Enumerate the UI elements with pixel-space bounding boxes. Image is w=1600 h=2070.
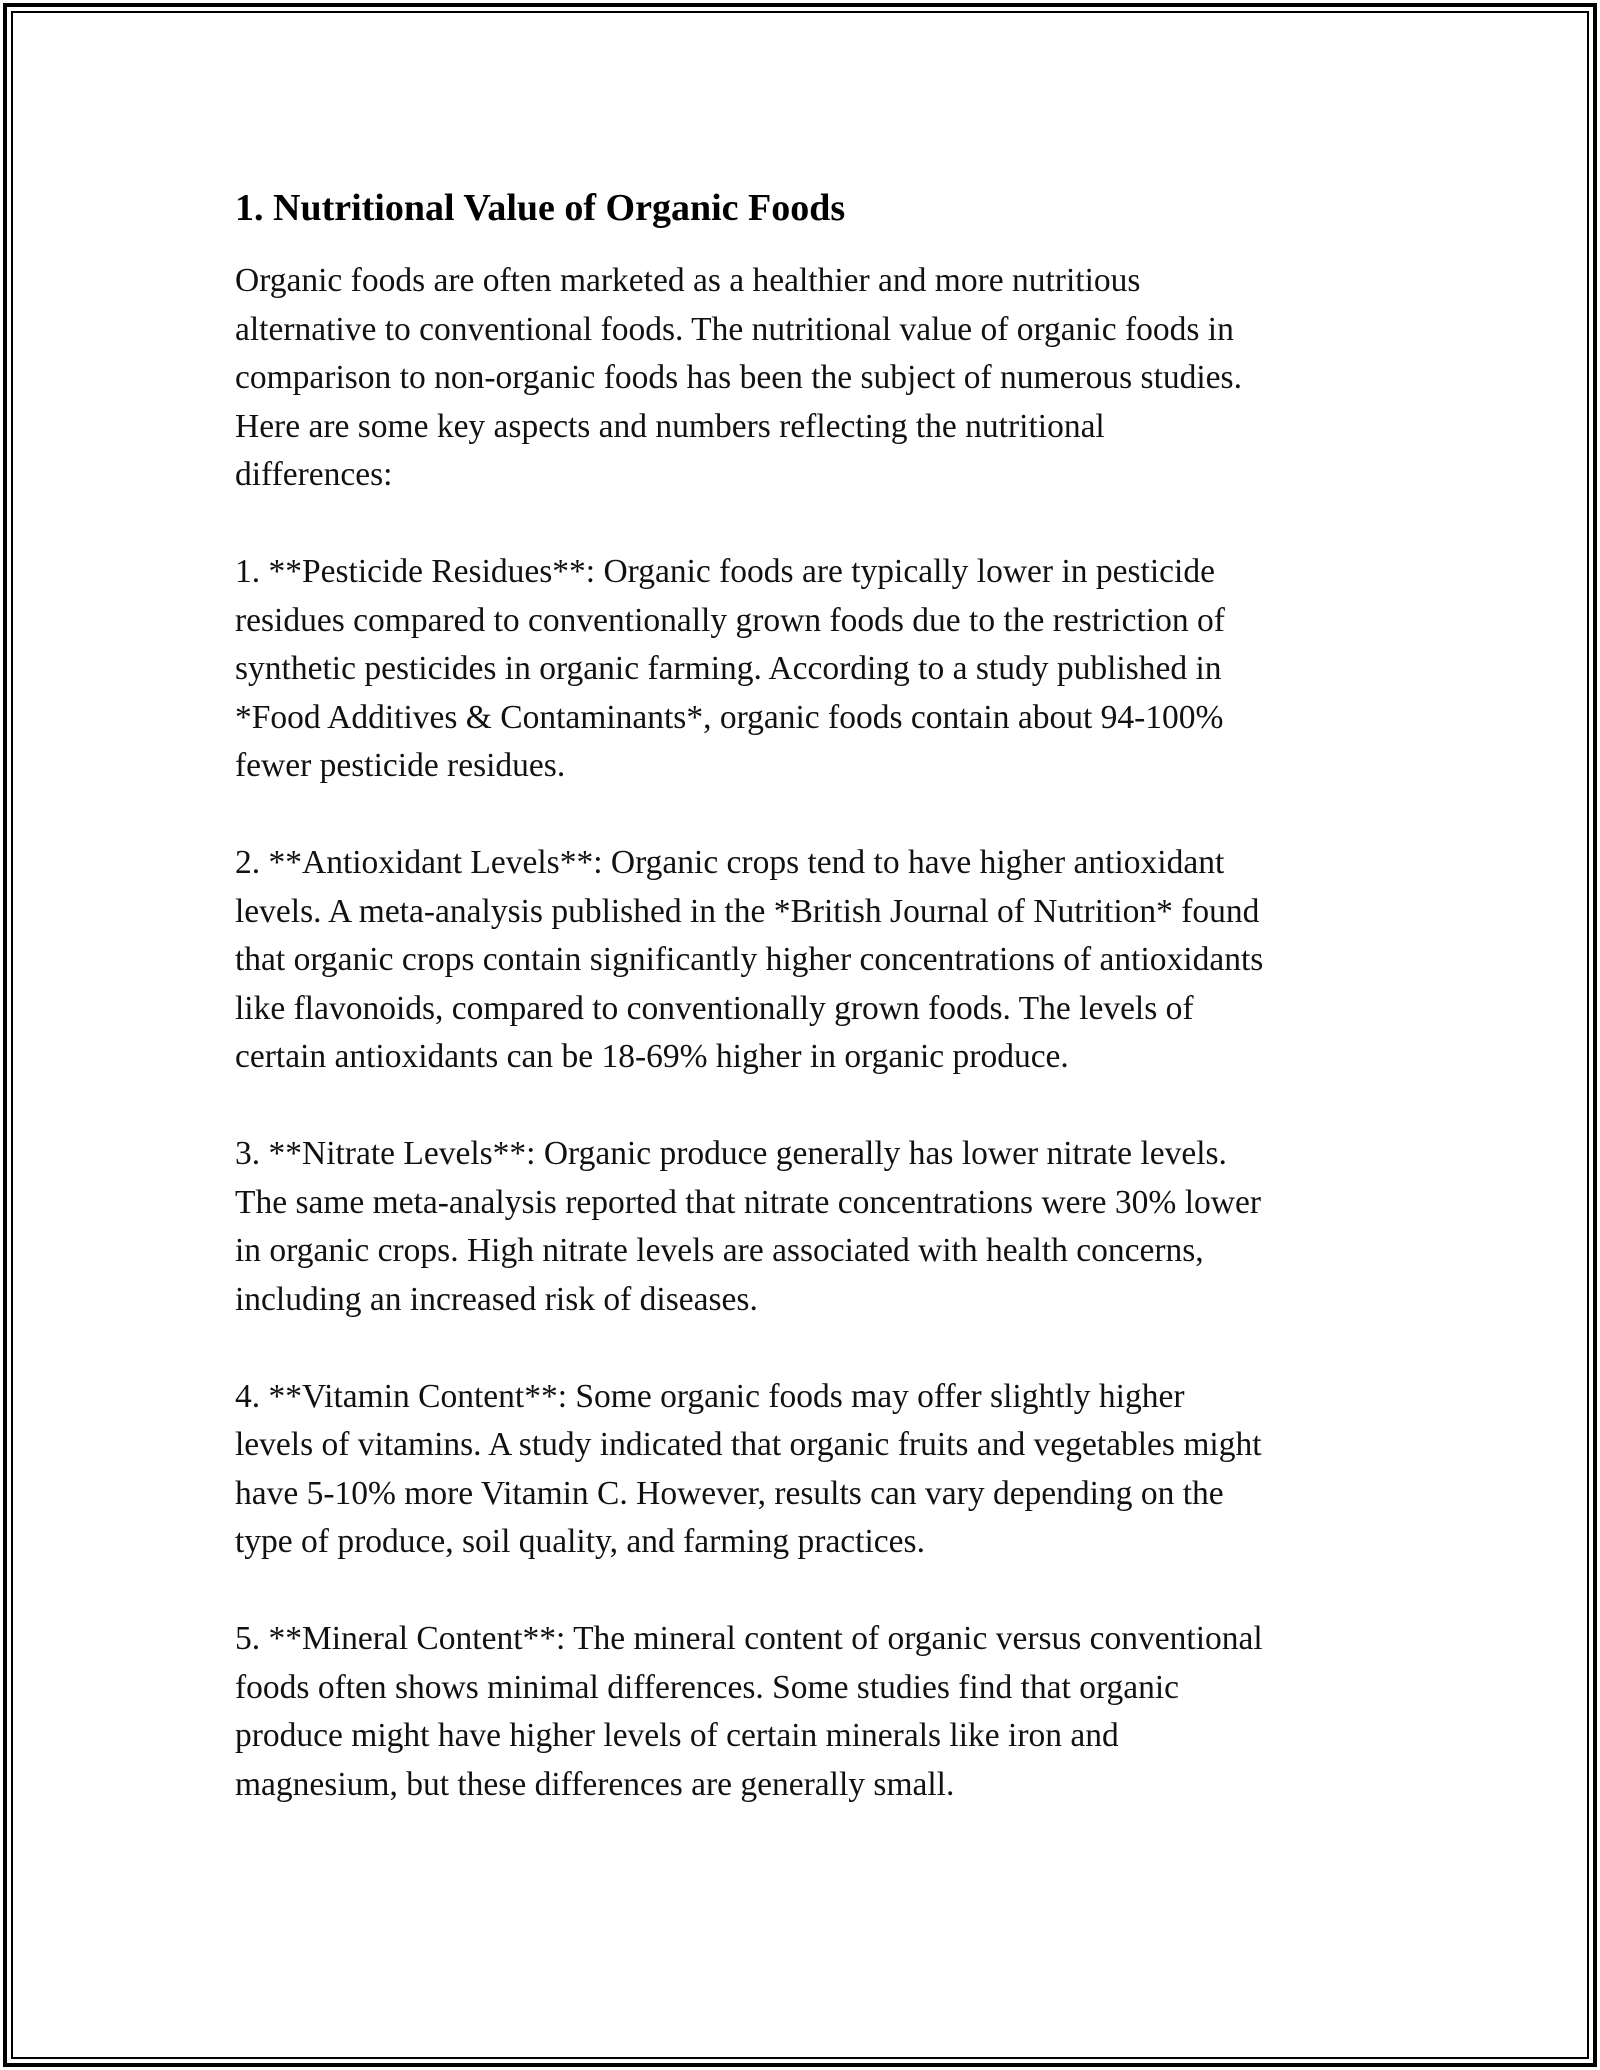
vitamin-content-paragraph: 4. **Vitamin Content**: Some organic foods may offer slightly higher levels of vitamins. A study indicated that organic fruits and vegetables might have 5-10% more Vitamin C. However, results can vary depending on the type of produce, soil quality, and farming practices. [235, 1377, 1262, 1560]
pesticide-residues-paragraph: 1. **Pesticide Residues**: Organic foods are typically lower in pesticide residues compared to conventionally grown foods due to the restriction of synthetic pesticides in organic farming. According to a study published in *Food Additives & Contaminants*, organic foods contain about 94-100% fewer pesticide residues. [235, 553, 1225, 784]
mineral-content-paragraph: 5. **Mineral Content**: The mineral content of organic versus conventional foods often shows minimal differences. Some studies find that organic produce might have higher levels of certain minerals like iron and magnesium, but these differences are generally small. [235, 1620, 1263, 1803]
nitrate-levels-paragraph: 3. **Nitrate Levels**: Organic produce generally has lower nitrate levels. The same meta-analysis reported that nitrate concentrations were 30% lower in organic crops. High nitrate levels are associated with health concerns, including an increased risk of diseases. [235, 1135, 1261, 1318]
intro-paragraph: Organic foods are often marketed as a healthier and more nutritious alternative to conventional foods. The nutritional value of organic foods in comparison to non-organic foods has been the subject of numerous studies. Here are some key aspects and numbers reflecting the nutritional differences: [235, 262, 1242, 493]
document-body [235, 185, 1370, 1809]
section-title: 1. Nutritional Value of Organic Foods [235, 187, 846, 229]
antioxidant-levels-paragraph: 2. **Antioxidant Levels**: Organic crops tend to have higher antioxidant levels. A meta-analysis published in the *British Journal of Nutrition* found that organic crops contain significantly higher concentrations of antioxidants like flavonoids, compared to conventionally grown foods. The levels of certain antioxidants can be 18-69% higher in organic produce. [235, 844, 1264, 1075]
